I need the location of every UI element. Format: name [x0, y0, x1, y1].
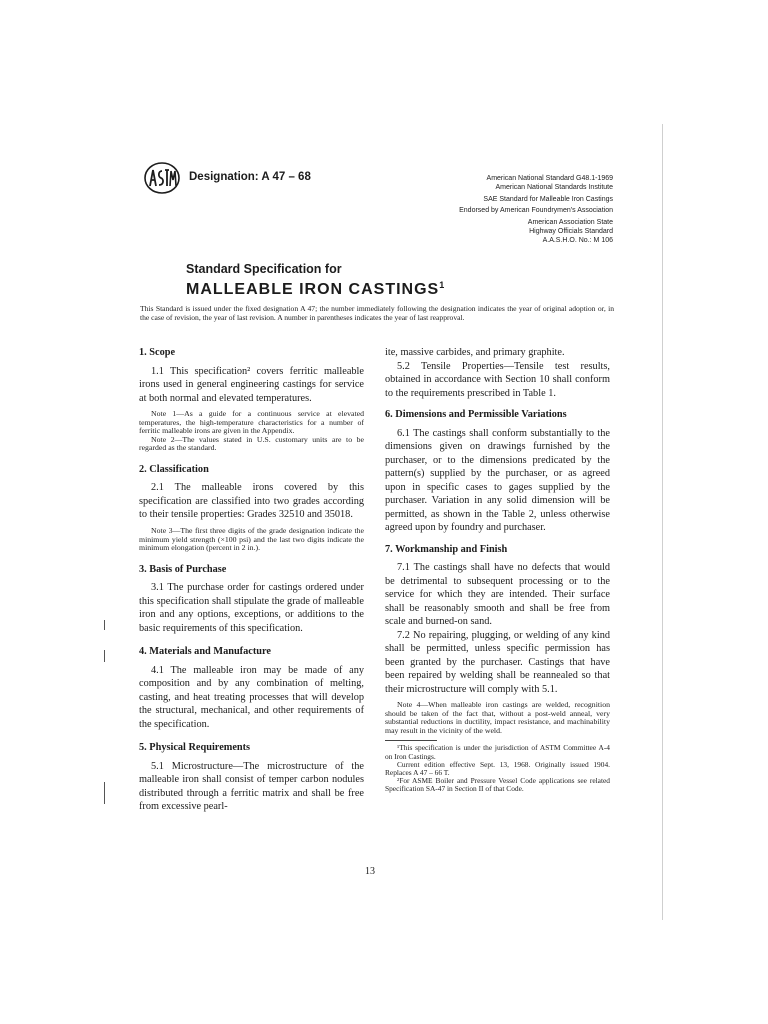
- title-footnote-mark: 1: [439, 280, 445, 290]
- note: Note 4—When malleable iron castings are welded, recognition should be taken of the fact that, without a post-weld anneal, very substantial reductions in ductility, impact resistance, and machinability may result in the vicinity of the weld.: [385, 700, 610, 735]
- astm-logo: [144, 162, 180, 194]
- paragraph: 5.2 Tensile Properties—Tensile test results, obtained in accordance with Section 10 shall conform to the requirements prescribed in Table 1.: [385, 360, 610, 399]
- binding-mark: [104, 620, 105, 630]
- paragraph: 5.1 Microstructure—The microstructure of the malleable iron shall consist of temper carbon nodules distributed through a ferritic matrix and shall be free from excessive pearl-: [139, 760, 364, 813]
- page-edge-line: [662, 124, 663, 920]
- title-text: MALLEABLE IRON CASTINGS: [186, 281, 440, 298]
- section-heading: 4. Materials and Manufacture: [139, 646, 271, 658]
- footnote-rule: [385, 740, 437, 741]
- endorsement-line: A.A.S.H.O. No.: M 106: [542, 237, 613, 245]
- designation: Designation: A 47 – 68: [189, 171, 311, 183]
- section-heading: 1. Scope: [139, 347, 176, 358]
- binding-mark: [104, 782, 105, 804]
- footnote: ²For ASME Boiler and Pressure Vessel Code applications see related Specification SA-47 in Section II of that Code.: [385, 776, 610, 794]
- section-heading: 7. Workmanship and Finish: [385, 543, 508, 555]
- endorsement-line: Highway Officials Standard: [529, 228, 613, 236]
- section-heading: 6. Dimensions and Permissible Variations: [385, 409, 567, 420]
- paragraph: 6.1 The castings shall conform substantially to the dimensions given on drawings furnished by the purchaser, or to the dimensions predicated by the pattern(s) supplied by the purchaser, or as agreed upon in specific cases to gages supplied by the purchaser. Variation in any solid dimension will be permitted, as shown in the Table 2, unless otherwise agreed upon by foundry and purchaser.: [385, 427, 610, 533]
- paragraph: 1.1 This specification² covers ferritic malleable irons used in general engineering castings for service at both normal and elevated temperatures.: [139, 365, 364, 404]
- page-number: 13: [365, 866, 375, 877]
- endorsement-line: American National Standards Institute: [495, 184, 613, 192]
- endorsement-line: American Association State: [527, 218, 613, 226]
- note: Note 3—The first three digits of the grade designation indicate the minimum yield strength (×100 psi) and the last two digits indicate the minimum elongation (percent in 2 in.).: [139, 525, 364, 553]
- left-column: [139, 346, 364, 814]
- paragraph: 3.1 The purchase order for castings ordered under this specification shall stipulate the grade of malleable iron and any options, exceptions, or additions to the basic requirements of this specification.: [139, 582, 364, 634]
- paragraph: 2.1 The malleable irons covered by this specification are classified into two grades according to their tensile properties: Grades 32510 and 35018.: [139, 482, 364, 521]
- intro-paragraph: This Standard is issued under the fixed designation A 47; the number immediately following the designation indicates the year of original adoption or, in the case of revision, the year of last revision. A number in parentheses indicates the year of last reapproval.: [140, 304, 614, 322]
- title-kicker: Standard Specification for: [186, 262, 342, 276]
- paragraph: 7.2 No repairing, plugging, or welding of any kind shall be permitted, unless specific permission has been granted by the purchaser. Castings that have been repaired by welding shall be reannealed so that their microstructure will comply with 5.1.: [385, 629, 610, 695]
- note: Note 2—The values stated in U.S. customary units are to be regarded as the standard.: [139, 434, 364, 453]
- section-heading: 3. Basis of Purchase: [139, 563, 227, 575]
- endorsement-line: SAE Standard for Malleable Iron Castings: [483, 195, 613, 203]
- footnote: Current edition effective Sept. 13, 1968. Originally issued 1904. Replaces A 47 – 66 T.: [385, 759, 610, 777]
- footnote: ¹This specification is under the jurisdiction of ASTM Committee A-4 on Iron Castings.: [385, 743, 610, 761]
- binding-mark: [104, 650, 105, 662]
- right-column: [385, 346, 610, 794]
- section-heading: 2. Classification: [139, 463, 209, 475]
- section-heading: 5. Physical Requirements: [139, 742, 251, 754]
- endorsement-block: [380, 174, 613, 246]
- paragraph: 7.1 The castings shall have no defects that would be detrimental to subsequent processing or to the service for which they are intended. Their surface shall be reasonably smooth and shall be free from scale and burned-on sand.: [385, 562, 610, 627]
- paragraph: 4.1 The malleable iron may be made of any composition and by any combination of melting, casting, and heat treating processes that will develop the structural, mechanical, and other requirements of the specification.: [139, 664, 364, 730]
- document-title: [186, 280, 444, 299]
- note: Note 1—As a guide for a continuous service at elevated temperatures, the high-temperature characteristics for a number of ferritic malleable irons are given in the Appendix.: [139, 409, 364, 436]
- endorsement-line: Endorsed by American Foundrymen's Association: [459, 207, 613, 215]
- endorsement-line: American National Standard G48.1-1969: [486, 175, 613, 182]
- paragraph: ite, massive carbides, and primary graphite.: [385, 347, 565, 358]
